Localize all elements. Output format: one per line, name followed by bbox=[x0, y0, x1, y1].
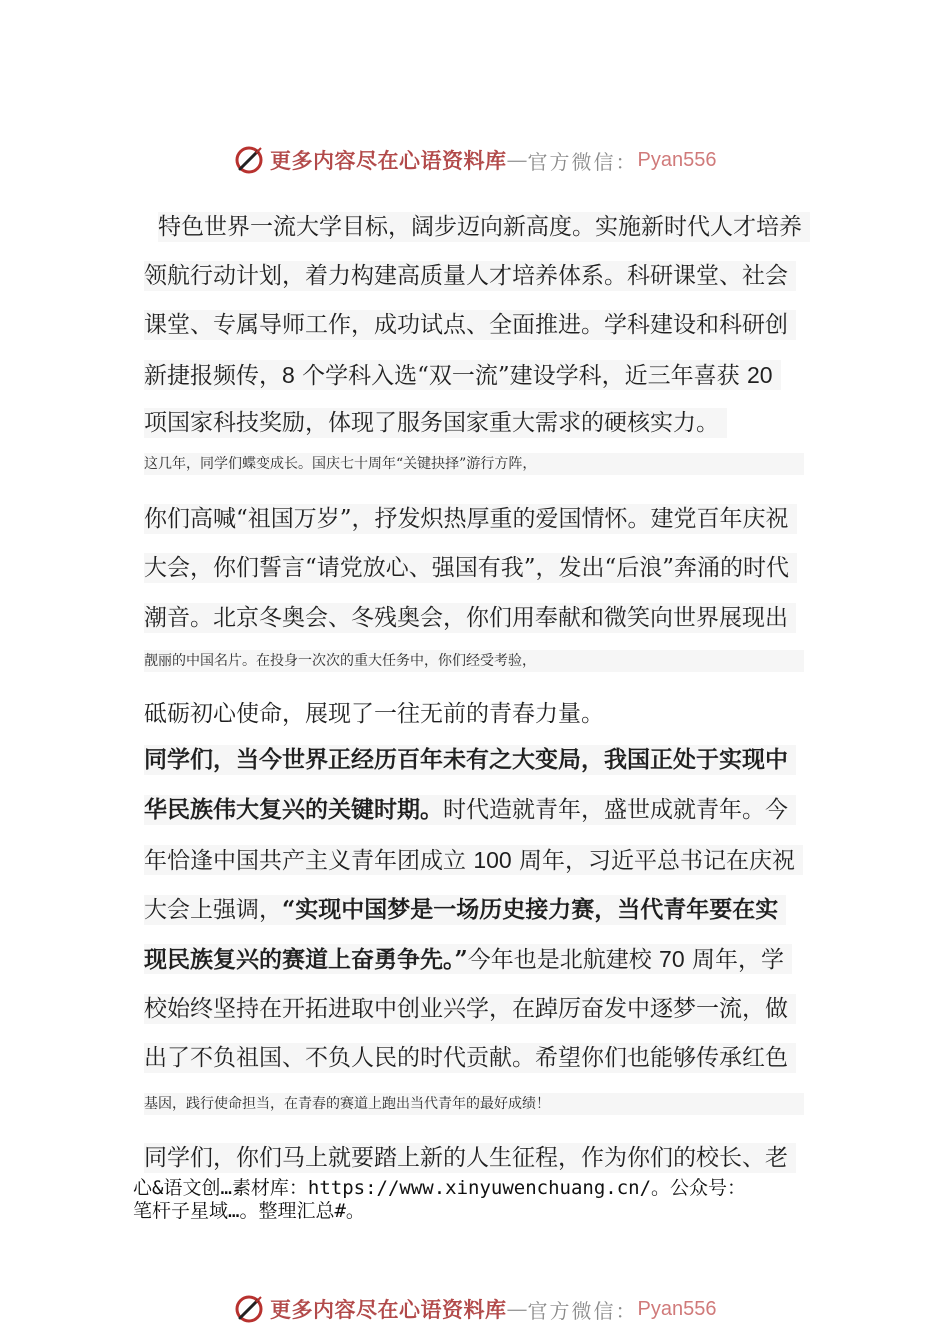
bold-text-line: 同学们，当今世界正经历百年未有之大变局，我国正处于实现中 bbox=[144, 745, 796, 775]
text-line: 领航行动计划，着力构建高质量人才培养体系。科研课堂、社会 bbox=[144, 261, 796, 291]
text-segment: 时代造就青年，盛世成就青年。今 bbox=[443, 797, 788, 823]
number-8: 8 bbox=[282, 362, 295, 388]
text-line bbox=[144, 360, 781, 390]
bold-segment: 华民族伟大复兴的关键时期。 bbox=[144, 796, 443, 823]
text-line bbox=[144, 845, 803, 875]
text-line: 课堂、专属导师工作，成功试点、全面推进。学科建设和科研创 bbox=[144, 310, 796, 340]
text-line: 同学们，你们马上就要踏上新的人生征程，作为你们的校长、老 bbox=[144, 1143, 796, 1173]
bold-segment: “实现中国梦是一场历史接力赛，当代青年要在实 bbox=[282, 896, 779, 923]
banner-wechat-id: Pyan556 bbox=[637, 148, 717, 171]
text-segment: 年恰逢中国共产主义青年团成立 bbox=[144, 848, 474, 874]
banner-separator: — bbox=[506, 1297, 528, 1321]
banner-wechat-label: 官方微信： bbox=[527, 1298, 638, 1323]
source-note bbox=[133, 1177, 833, 1223]
source-note-line: 笔杆子星域…。整理汇总#。 bbox=[133, 1200, 365, 1222]
small-text-line: 靓丽的中国名片。在投身一次次的重大任务中，你们经受考验， bbox=[144, 650, 804, 672]
number-70: 70 bbox=[659, 946, 685, 972]
pen-swirl-logo-icon bbox=[232, 1292, 266, 1326]
text-line bbox=[144, 944, 792, 974]
footer-banner bbox=[232, 1289, 716, 1329]
text-line: 潮音。北京冬奥会、冬残奥会，你们用奉献和微笑向世界展现出 bbox=[144, 603, 796, 633]
banner-separator: — bbox=[506, 148, 528, 172]
bold-segment: 现民族复兴的赛道上奋勇争先。” bbox=[144, 946, 468, 973]
source-note-line: 心&语文创…素材库：https://www.xinyuwenchuang.cn/。公众号： bbox=[133, 1177, 747, 1199]
text-line: 你们高喊“祖国万岁”，抒发炽热厚重的爱国情怀。建党百年庆祝 bbox=[144, 504, 797, 534]
text-segment: 个学科入选“双一流”建设学科，近三年喜获 bbox=[294, 363, 747, 389]
text-line bbox=[144, 795, 796, 825]
text-segment: 周年，习近平总书记在庆祝 bbox=[511, 848, 795, 874]
number-20: 20 bbox=[746, 362, 773, 388]
number-100: 100 bbox=[473, 847, 512, 873]
text-segment: 大会上强调， bbox=[144, 897, 282, 923]
small-text-line: 基因，践行使命担当，在青春的赛道上跑出当代青年的最好成绩！ bbox=[144, 1093, 804, 1115]
banner-wechat-id: Pyan556 bbox=[637, 1297, 717, 1320]
banner-title: 更多内容尽在心语资料库 bbox=[270, 1297, 507, 1322]
text-line: 校始终坚持在开拓进取中创业兴学，在踔厉奋发中逐梦一流，做 bbox=[144, 994, 796, 1024]
text-line: 项国家科技奖励，体现了服务国家重大需求的硬核实力。 bbox=[144, 408, 727, 438]
text-segment: 周年，学 bbox=[684, 947, 784, 973]
pen-swirl-logo-icon bbox=[232, 143, 266, 177]
banner-title: 更多内容尽在心语资料库 bbox=[270, 148, 507, 173]
header-banner bbox=[232, 140, 716, 180]
text-line bbox=[144, 895, 786, 925]
text-line: 大会，你们誓言“请党放心、强国有我”，发出“后浪”奔涌的时代 bbox=[144, 553, 797, 583]
text-line: 出了不负祖国、不负人民的时代贡献。希望你们也能够传承红色 bbox=[144, 1043, 796, 1073]
text-segment: 新捷报频传， bbox=[144, 363, 282, 389]
text-segment: 今年也是北航建校 bbox=[467, 947, 660, 973]
banner-wechat-label: 官方微信： bbox=[527, 149, 638, 174]
small-text-line: 这几年，同学们蝶变成长。国庆七十周年“关键抉择”游行方阵， bbox=[144, 453, 804, 475]
text-line: 砥砺初心使命，展现了一往无前的青春力量。 bbox=[144, 701, 604, 727]
text-line: 特色世界一流大学目标，阔步迈向新高度。实施新时代人才培养 bbox=[158, 212, 810, 242]
